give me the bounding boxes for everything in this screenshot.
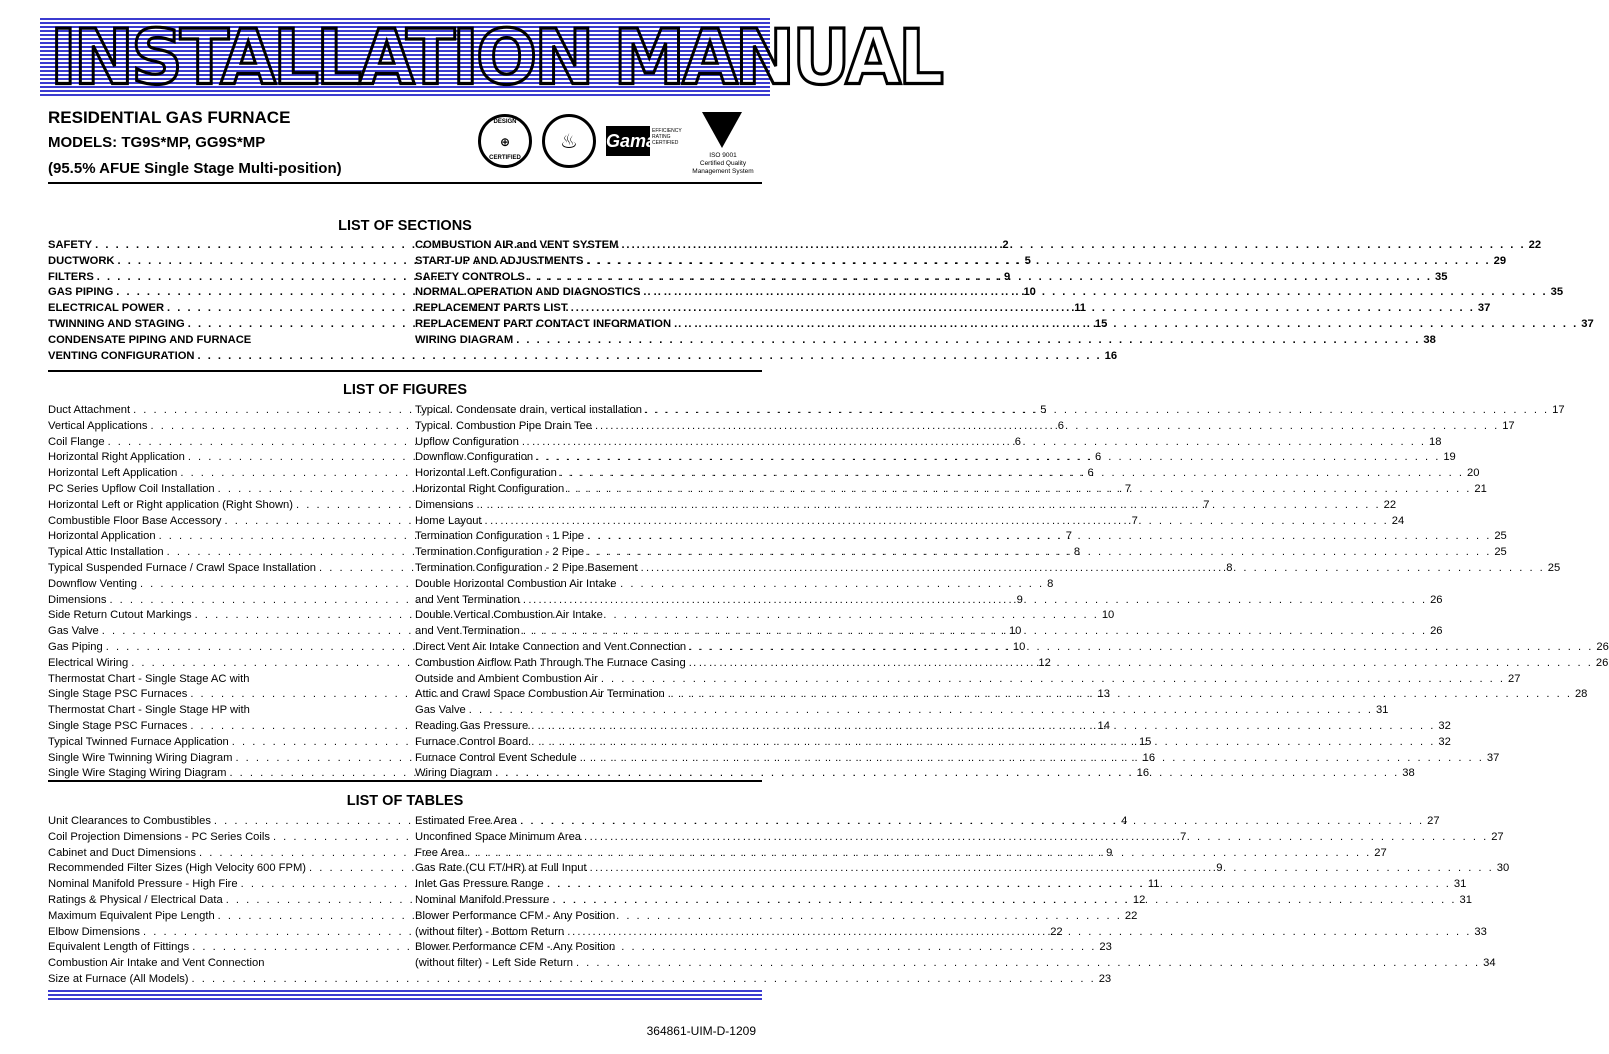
toc-entry-label: NORMAL OPERATION AND DIAGNOSTICS bbox=[415, 286, 641, 299]
toc-entry-label: Outside and Ambient Combustion Air bbox=[415, 672, 598, 685]
toc-entry-page: 31 bbox=[1453, 878, 1467, 891]
toc-entry[interactable] bbox=[415, 238, 1542, 254]
toc-entry-label: Elbow Dimensions bbox=[48, 925, 141, 938]
dot-leader bbox=[621, 238, 1525, 254]
toc-entry-label: Single Stage PSC Furnaces bbox=[48, 719, 188, 732]
toc-entry-label: Equivalent Length of Fittings bbox=[48, 941, 190, 954]
toc-entry-label: Typical Twinned Furnace Application bbox=[48, 735, 229, 748]
toc-entry[interactable] bbox=[415, 545, 1507, 561]
toc-entry-label: Termination Configuration - 2 Pipe bbox=[415, 546, 585, 559]
toc-entry-page: 7 bbox=[1065, 530, 1072, 543]
models-heading: MODELS: TG9S*MP, GG9S*MP bbox=[48, 134, 266, 151]
toc-entry-label: SAFETY CONTROLS bbox=[415, 270, 525, 283]
dot-leader bbox=[580, 751, 1484, 767]
dot-leader bbox=[601, 672, 1505, 688]
dot-leader bbox=[587, 545, 1491, 561]
toc-entry-label: TWINNING AND STAGING bbox=[48, 317, 185, 330]
toc-entry-label: Estimated Free Area bbox=[415, 815, 517, 827]
iso-9001-logo: ISO 9001 Certified Quality Management System bbox=[688, 112, 758, 182]
dot-leader bbox=[689, 656, 1593, 672]
dot-leader bbox=[469, 703, 1373, 719]
dot-leader bbox=[531, 719, 1435, 735]
toc-entry[interactable] bbox=[415, 514, 1405, 530]
toc-entry-label: SAFETY bbox=[48, 239, 93, 251]
toc-entry-label: Direct Vent Air Intake Connection and Vent Connection bbox=[415, 640, 687, 653]
toc-entry-label: FILTERS bbox=[48, 270, 94, 283]
dot-leader bbox=[643, 285, 1547, 301]
toc-entry-label: Single Stage PSC Furnaces bbox=[48, 688, 188, 701]
toc-entry-page: 10 bbox=[1023, 286, 1036, 299]
toc-entry-page: 9 bbox=[1106, 846, 1113, 859]
dot-leader bbox=[576, 956, 1480, 972]
toc-entry-page: 15 bbox=[1138, 735, 1152, 748]
dot-leader bbox=[467, 846, 1371, 862]
toc-entry-page: 22 bbox=[1050, 925, 1063, 938]
toc-entry-label: Nominal Manifold Pressure bbox=[415, 893, 550, 906]
toc-entry-label: GAS PIPING bbox=[48, 286, 114, 299]
dot-leader bbox=[571, 301, 1475, 317]
toc-entry-page: 10 bbox=[1101, 609, 1115, 622]
toc-entry-label-line1: Double Horizontal Combustion Air Intake bbox=[415, 577, 617, 590]
dot-leader bbox=[552, 893, 1456, 909]
manual-title: INSTALLATION MANUAL bbox=[50, 12, 941, 102]
dot-leader bbox=[485, 514, 1389, 530]
flame-icon: ♨ bbox=[560, 131, 578, 153]
toc-entry-page: 38 bbox=[1402, 767, 1415, 780]
sections-divider bbox=[48, 370, 762, 372]
toc-entry-page: 9 bbox=[1003, 270, 1011, 283]
toc-entry-page: 18 bbox=[1429, 435, 1442, 448]
toc-entry[interactable] bbox=[415, 466, 1480, 482]
toc-entry-page: 33 bbox=[1474, 925, 1487, 938]
toc-entry-label: Single Wire Staging Wiring Diagram bbox=[48, 767, 227, 780]
toc-entry-label: Typical Suspended Furnace / Crawl Space Installation bbox=[48, 561, 317, 574]
dot-leader bbox=[560, 466, 1464, 482]
sections-heading: LIST OF SECTIONS bbox=[338, 218, 472, 234]
toc-entry-page: 16 bbox=[1136, 767, 1150, 780]
toc-entry-label: REPLACEMENT PART CONTACT INFORMATION bbox=[415, 317, 672, 330]
toc-entry-label: REPLACEMENT PARTS LIST bbox=[415, 302, 568, 315]
toc-entry-label: Wiring Diagram bbox=[415, 767, 493, 780]
toc-entry-label: Typical Attic Installation bbox=[48, 546, 164, 559]
toc-entry-page: 31 bbox=[1459, 893, 1472, 906]
header-divider bbox=[48, 182, 762, 184]
dot-leader bbox=[674, 317, 1578, 333]
toc-entry-page: 26 bbox=[1596, 640, 1609, 653]
toc-entry-page: 25 bbox=[1494, 530, 1507, 543]
toc-entry-page: 27 bbox=[1427, 815, 1440, 827]
toc-entry-label: Recommended Filter Sizes (High Velocity 600 FPM) bbox=[48, 862, 307, 875]
toc-entry-label: Upflow Configuration bbox=[415, 435, 519, 448]
toc-entry-label-line1: CONDENSATE PIPING AND FURNACE bbox=[48, 333, 252, 346]
toc-entry-page: 11 bbox=[1074, 302, 1087, 315]
toc-entry-label: Side Return Cutout Markings bbox=[48, 609, 192, 622]
toc-entry-page: 6 bbox=[1014, 435, 1021, 448]
toc-entry-label: Gas Valve bbox=[48, 625, 99, 638]
dot-leader bbox=[522, 435, 1426, 451]
toc-entry-label: Duct Attachment bbox=[48, 404, 131, 416]
toc-entry-label: Unit Clearances to Combustibles bbox=[48, 815, 211, 827]
toc-entry[interactable] bbox=[415, 403, 1565, 419]
toc-entry-page: 35 bbox=[1550, 286, 1564, 299]
toc-entry-page: 7 bbox=[1180, 830, 1187, 843]
toc-entry-label: and Vent Termination bbox=[415, 593, 520, 606]
dot-leader bbox=[668, 687, 1572, 703]
toc-entry-page: 6 bbox=[1087, 467, 1094, 480]
toc-entry-page: 22 bbox=[1124, 909, 1138, 922]
toc-entry-label-line1: Thermostat Chart - Single Stage HP with bbox=[48, 704, 250, 717]
dot-leader bbox=[586, 254, 1490, 270]
toc-entry-label: Gas Rate (CU FT/HR) at Full Input bbox=[415, 862, 587, 875]
toc-entry-label: Typical. Condensate drain, vertical installation bbox=[415, 404, 642, 416]
toc-entry[interactable] bbox=[415, 861, 1510, 877]
toc-entry-page: 5 bbox=[1024, 254, 1031, 267]
efficiency-heading: (95.5% AFUE Single Stage Multi-position) bbox=[48, 160, 342, 177]
toc-entry-label: ELECTRICAL POWER bbox=[48, 302, 165, 315]
toc-entry-label: PC Series Upflow Coil Installation bbox=[48, 482, 215, 495]
toc-entry-label: Home Layout bbox=[415, 514, 482, 527]
toc-entry-label: Furnace Control Event Schedule bbox=[415, 751, 577, 764]
toc-entry-label: Electrical Wiring bbox=[48, 656, 129, 669]
toc-entry-page: 9 bbox=[1216, 862, 1223, 875]
toc-entry[interactable] bbox=[415, 830, 1504, 846]
toc-entry-label: Maximum Equivalent Pipe Length bbox=[48, 909, 215, 922]
toc-entry-label: Inlet Gas Pressure Range bbox=[415, 878, 544, 891]
toc-entry-page: 23 bbox=[1098, 972, 1112, 985]
toc-entry-label: Coil Flange bbox=[48, 435, 105, 448]
toc-entry-label-line1: Blower Performance CFM - Any Position bbox=[415, 941, 616, 954]
toc-entry-page: 26 bbox=[1595, 656, 1609, 669]
dot-leader bbox=[528, 270, 1432, 286]
toc-entry-page: 25 bbox=[1547, 561, 1561, 574]
toc-entry-label: Combustion Airflow Path Through The Furnace Casing bbox=[415, 656, 686, 669]
toc-entry[interactable] bbox=[415, 435, 1442, 451]
product-heading: RESIDENTIAL GAS FURNACE bbox=[48, 108, 291, 127]
toc-entry-page: 22 bbox=[1383, 498, 1397, 511]
toc-entry-page: 26 bbox=[1430, 625, 1443, 638]
toc-entry-page: 23 bbox=[1099, 941, 1112, 954]
toc-entry-label: Downflow Venting bbox=[48, 577, 137, 590]
toc-entry-label: Horizontal Left Configuration bbox=[415, 467, 557, 480]
toc-entry[interactable] bbox=[415, 846, 1387, 862]
toc-entry-label: (without filter) - Left Side Return bbox=[415, 957, 573, 970]
dot-leader bbox=[587, 529, 1491, 545]
figures-heading: LIST OF FIGURES bbox=[342, 382, 468, 398]
toc-entry-page: 27 bbox=[1508, 672, 1521, 685]
toc-entry-page: 7 bbox=[1124, 482, 1132, 495]
toc-entry[interactable] bbox=[415, 577, 1443, 609]
toc-entry-label-line1: Double Vertical Combustion Air Intake bbox=[415, 609, 603, 622]
dot-leader bbox=[197, 349, 1101, 365]
toc-entry-label: Typical. Combustion Pipe Drain Tee bbox=[415, 419, 593, 432]
toc-entry[interactable] bbox=[415, 270, 1448, 286]
toc-entry-label: WIRING DIAGRAM bbox=[415, 333, 514, 346]
toc-entry-page: 27 bbox=[1374, 846, 1387, 859]
dot-leader bbox=[547, 877, 1451, 893]
toc-entry-page: 37 bbox=[1486, 751, 1500, 764]
toc-entry[interactable] bbox=[415, 703, 1389, 719]
dot-leader bbox=[689, 640, 1593, 656]
toc-entry-label: Unconfined Space Minimum Area bbox=[415, 830, 582, 843]
toc-entry-label: Coil Projection Dimensions - PC Series Coils bbox=[48, 830, 270, 843]
toc-entry-label: Horizontal Left or Right application (Right Shown) bbox=[48, 498, 294, 511]
toc-entry-page: 5 bbox=[1040, 404, 1047, 416]
toc-entry-page: 32 bbox=[1438, 719, 1451, 732]
dot-leader bbox=[516, 333, 1420, 349]
gama-logo: Gama EFFICIENCY RATING CERTIFIED bbox=[606, 126, 684, 156]
toc-entry-page: 16 bbox=[1104, 349, 1118, 362]
toc-entry-page: 9 bbox=[1016, 593, 1023, 606]
toc-entry-label: Horizontal Left Application bbox=[48, 467, 178, 480]
toc-entry-page: 35 bbox=[1434, 270, 1448, 283]
toc-entry-page: 6 bbox=[1057, 419, 1064, 432]
toc-entry-label: Dimensions bbox=[48, 593, 107, 606]
dot-leader bbox=[192, 972, 1096, 988]
dot-leader bbox=[584, 830, 1488, 846]
toc-entry-page: 32 bbox=[1438, 735, 1451, 748]
toc-entry-page: 27 bbox=[1491, 830, 1504, 843]
dot-leader bbox=[595, 419, 1499, 435]
dot-leader bbox=[641, 561, 1545, 577]
figures-divider bbox=[48, 780, 762, 782]
toc-entry-label: COMBUSTION AIR and VENT SYSTEM bbox=[415, 239, 619, 251]
toc-entry-page: 10 bbox=[1008, 625, 1022, 638]
toc-entry[interactable] bbox=[415, 814, 1440, 830]
toc-entry-label: Ratings & Physical / Electrical Data bbox=[48, 893, 223, 906]
toc-entry-page: 28 bbox=[1574, 688, 1588, 701]
toc-entry[interactable] bbox=[415, 482, 1487, 498]
dot-leader bbox=[645, 403, 1549, 419]
toc-entry-page: 31 bbox=[1375, 704, 1389, 717]
toc-entry-page: 15 bbox=[1094, 317, 1108, 330]
toc-entry-page: 4 bbox=[1121, 815, 1128, 827]
toc-entry-label: (without filter) - Bottom Return bbox=[415, 925, 565, 938]
document-number: 364861-UIM-D-1209 bbox=[646, 1024, 756, 1038]
tables-heading: LIST OF TABLES bbox=[346, 793, 464, 809]
toc-entry-label: Gas Valve bbox=[415, 704, 466, 717]
dot-leader bbox=[531, 735, 1435, 751]
toc-entry-page: 25 bbox=[1494, 546, 1507, 559]
toc-entry-label-line1: Blower Performance CFM - Any Position bbox=[415, 909, 616, 922]
toc-entry-label: Single Wire Twinning Wiring Diagram bbox=[48, 751, 233, 764]
toc-entry-page: 21 bbox=[1474, 482, 1487, 495]
toc-entry-page: 19 bbox=[1443, 451, 1456, 464]
title-banner bbox=[40, 12, 941, 102]
toc-entry-label: Horizontal Right Configuration bbox=[415, 482, 565, 495]
toc-entry-page: 37 bbox=[1581, 317, 1594, 330]
toc-entry-page: 7 bbox=[1203, 498, 1210, 511]
toc-entry[interactable] bbox=[415, 672, 1521, 688]
toc-entry-page: 37 bbox=[1477, 302, 1491, 315]
toc-entry-page: 38 bbox=[1423, 333, 1436, 346]
iso-triangle-icon bbox=[702, 112, 742, 148]
toc-entry-page: 2 bbox=[1002, 239, 1009, 251]
toc-entry-page: 8 bbox=[1047, 577, 1054, 590]
toc-entry-page: 8 bbox=[1073, 546, 1081, 559]
toc-entry[interactable] bbox=[415, 529, 1507, 545]
toc-entry-page: 11 bbox=[1147, 878, 1160, 891]
toc-entry[interactable] bbox=[415, 333, 1436, 349]
toc-entry-label: Vertical Applications bbox=[48, 419, 148, 432]
design-certified-logo: DESIGN ⊕ CERTIFIED bbox=[478, 114, 532, 168]
toc-entry[interactable] bbox=[415, 419, 1515, 435]
toc-entry-page: 26 bbox=[1430, 593, 1443, 606]
toc-entry-label: Cabinet and Duct Dimensions bbox=[48, 846, 196, 859]
toc-entry-label: Downflow Configuration bbox=[415, 451, 534, 464]
toc-entry-page: 22 bbox=[1528, 239, 1542, 251]
dot-leader bbox=[536, 450, 1440, 466]
toc-entry-label: Combustible Floor Base Accessory bbox=[48, 514, 222, 527]
toc-entry-page: 17 bbox=[1552, 404, 1565, 416]
toc-entry-label: Furnace Control Board bbox=[415, 735, 529, 748]
toc-entry-label: DUCTWORK bbox=[48, 254, 115, 267]
toc-entry-page: 24 bbox=[1391, 514, 1405, 527]
toc-entry[interactable] bbox=[415, 450, 1456, 466]
toc-entry-page: 29 bbox=[1493, 254, 1507, 267]
toc-entry-page: 30 bbox=[1496, 862, 1510, 875]
csa-flame-logo bbox=[542, 114, 596, 168]
dot-leader bbox=[523, 593, 1427, 609]
toc-entry-label: Termination Configuration - 2 Pipe Basement bbox=[415, 561, 638, 574]
toc-entry-page: 20 bbox=[1466, 467, 1480, 480]
dot-leader bbox=[567, 482, 1471, 498]
toc-entry-page: 17 bbox=[1502, 419, 1515, 432]
toc-entry-label: and Vent Termination bbox=[415, 625, 520, 638]
toc-entry-label: Free Area bbox=[415, 846, 465, 859]
toc-entry-label: Termination Configuration - 1 Pipe bbox=[415, 530, 585, 543]
toc-entry-label: Gas Piping bbox=[48, 640, 103, 653]
toc-entry-label: Dimensions bbox=[415, 498, 474, 511]
toc-entry-label-line1: Combustion Air Intake and Vent Connection bbox=[48, 957, 265, 970]
dot-leader bbox=[520, 814, 1424, 830]
toc-entry-label: Size at Furnace (All Models) bbox=[48, 972, 189, 985]
toc-entry-label: Attic and Crawl Space Combustion Air Termination bbox=[415, 688, 665, 701]
dot-leader bbox=[567, 925, 1471, 941]
toc-entry[interactable] bbox=[415, 561, 1561, 577]
toc-entry-page: 8 bbox=[1226, 561, 1233, 574]
toc-entry-page: 12 bbox=[1132, 893, 1146, 906]
toc-entry-page: 7 bbox=[1131, 514, 1138, 527]
toc-entry-page: 12 bbox=[1038, 656, 1051, 669]
toc-entry-page: 16 bbox=[1142, 751, 1156, 764]
toc-entry-page: 10 bbox=[1012, 640, 1026, 653]
dot-leader bbox=[523, 624, 1427, 640]
toc-entry[interactable] bbox=[415, 254, 1507, 270]
footer-band bbox=[48, 990, 762, 1000]
toc-entry[interactable] bbox=[415, 498, 1397, 514]
toc-entry-label: Horizontal Application bbox=[48, 530, 156, 543]
toc-entry-page: 34 bbox=[1483, 957, 1496, 970]
dot-leader bbox=[590, 861, 1494, 877]
toc-entry-page: 14 bbox=[1097, 719, 1110, 732]
toc-entry-label: Reading Gas Pressure bbox=[415, 719, 529, 732]
toc-entry-label: Nominal Manifold Pressure - High Fire bbox=[48, 878, 238, 891]
dot-leader bbox=[476, 498, 1380, 514]
toc-entry-label: VENTING CONFIGURATION bbox=[48, 349, 195, 362]
toc-entry-page: 6 bbox=[1094, 451, 1102, 464]
toc-entry-label-line1: Thermostat Chart - Single Stage AC with bbox=[48, 672, 250, 685]
toc-entry-page: 13 bbox=[1097, 688, 1110, 701]
toc-entry-label: START-UP AND ADJUSTMENTS bbox=[415, 254, 584, 267]
toc-entry-label: Horizontal Right Application bbox=[48, 451, 185, 464]
